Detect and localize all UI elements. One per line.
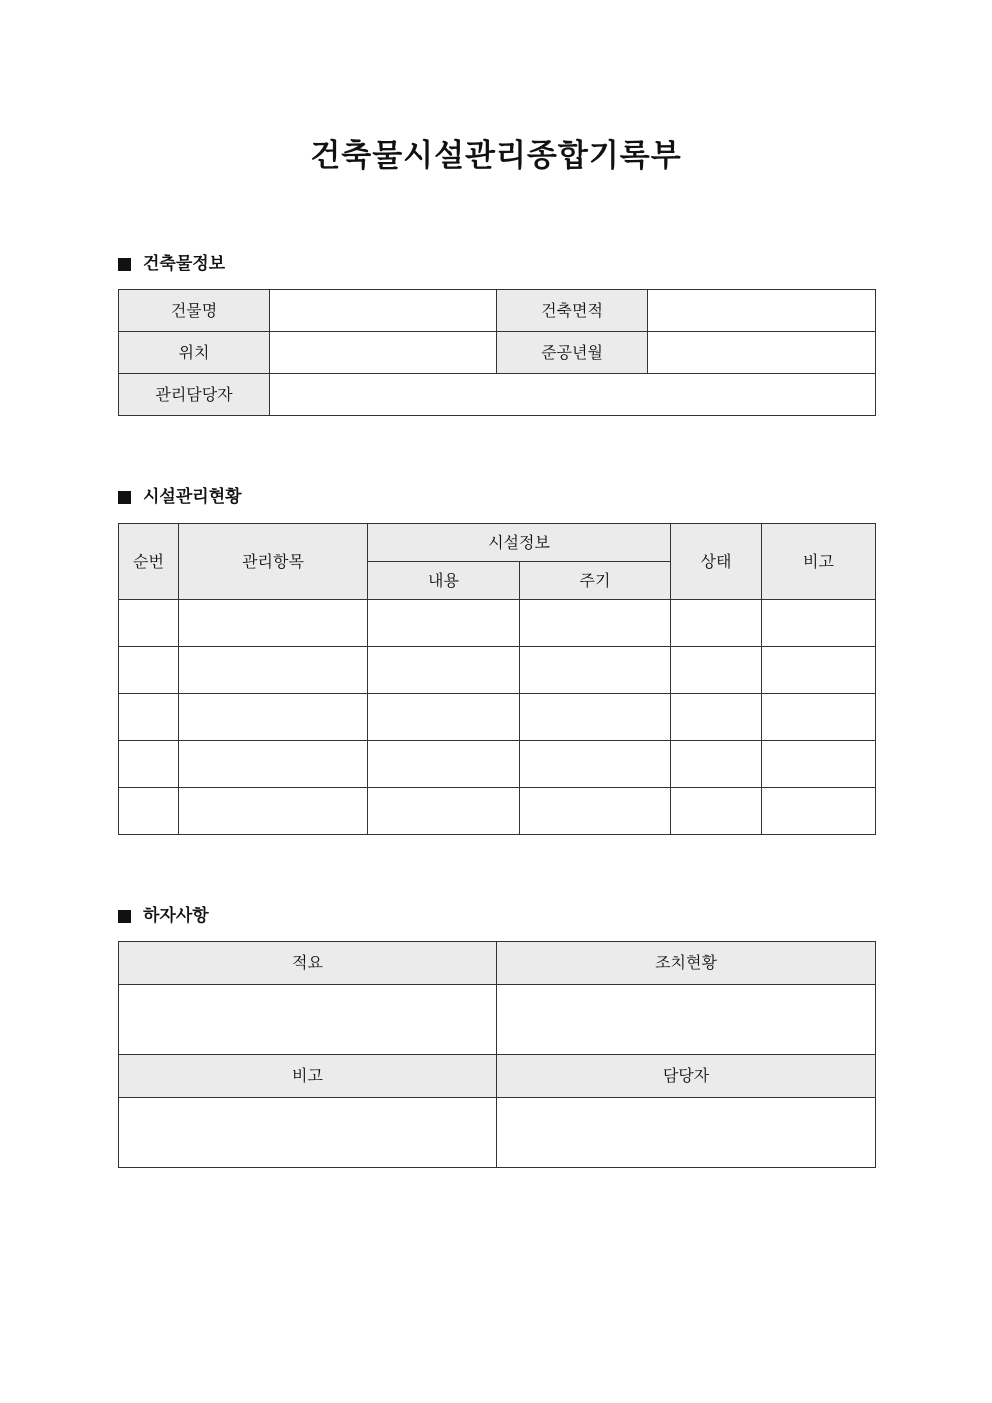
- field-person-in-charge[interactable]: [497, 1098, 876, 1168]
- cell-item[interactable]: [179, 600, 368, 647]
- column-header-item: 관리항목: [179, 524, 368, 600]
- field-floor-area[interactable]: [648, 290, 876, 332]
- section-heading-facility-status: [118, 484, 242, 510]
- cell-content[interactable]: [368, 694, 520, 741]
- square-bullet-icon: [118, 910, 131, 923]
- cell-seq[interactable]: [119, 694, 179, 741]
- cell-seq[interactable]: [119, 788, 179, 835]
- field-manager[interactable]: [270, 374, 876, 416]
- column-header-content: 내용: [368, 562, 520, 600]
- table-row: [119, 1098, 876, 1168]
- square-bullet-icon: [118, 258, 131, 271]
- label-manager: 관리담당자: [119, 374, 270, 416]
- building-info-table: [118, 289, 876, 416]
- cell-remarks[interactable]: [762, 647, 876, 694]
- table-row: [119, 374, 876, 416]
- cell-remarks[interactable]: [762, 600, 876, 647]
- column-header-facility-info: 시설정보: [368, 524, 671, 562]
- cell-item[interactable]: [179, 741, 368, 788]
- cell-item[interactable]: [179, 647, 368, 694]
- cell-seq[interactable]: [119, 647, 179, 694]
- label-completion-date: 준공년월: [497, 332, 648, 374]
- table-row: [119, 741, 876, 788]
- cell-content[interactable]: [368, 600, 520, 647]
- cell-state[interactable]: [671, 788, 762, 835]
- table-row: [119, 788, 876, 835]
- cell-content[interactable]: [368, 741, 520, 788]
- label-floor-area: 건축면적: [497, 290, 648, 332]
- cell-state[interactable]: [671, 741, 762, 788]
- table-row: [119, 332, 876, 374]
- field-remarks[interactable]: [119, 1098, 497, 1168]
- column-header-remarks: 비고: [762, 524, 876, 600]
- cell-cycle[interactable]: [520, 647, 671, 694]
- table-row: [119, 985, 876, 1055]
- label-remarks: 비고: [119, 1055, 497, 1098]
- label-location: 위치: [119, 332, 270, 374]
- cell-item[interactable]: [179, 788, 368, 835]
- table-row: [119, 600, 876, 647]
- cell-remarks[interactable]: [762, 788, 876, 835]
- field-building-name[interactable]: [270, 290, 497, 332]
- facility-status-table: [118, 523, 876, 835]
- cell-seq[interactable]: [119, 741, 179, 788]
- section-heading-building-info: [118, 251, 225, 277]
- cell-content[interactable]: [368, 647, 520, 694]
- square-bullet-icon: [118, 491, 131, 504]
- label-building-name: 건물명: [119, 290, 270, 332]
- cell-seq[interactable]: [119, 600, 179, 647]
- cell-cycle[interactable]: [520, 741, 671, 788]
- table-header-row: [119, 1055, 876, 1098]
- cell-cycle[interactable]: [520, 600, 671, 647]
- cell-state[interactable]: [671, 600, 762, 647]
- field-location[interactable]: [270, 332, 497, 374]
- field-summary[interactable]: [119, 985, 497, 1055]
- cell-state[interactable]: [671, 647, 762, 694]
- table-row: [119, 694, 876, 741]
- table-row: [119, 647, 876, 694]
- label-action-status: 조치현황: [497, 942, 876, 985]
- section-heading-label: 하자사항: [143, 906, 209, 926]
- table-row: [119, 290, 876, 332]
- column-header-cycle: 주기: [520, 562, 671, 600]
- column-header-state: 상태: [671, 524, 762, 600]
- section-heading-defects: [118, 903, 209, 929]
- cell-remarks[interactable]: [762, 694, 876, 741]
- cell-item[interactable]: [179, 694, 368, 741]
- column-header-seq: 순번: [119, 524, 179, 600]
- cell-remarks[interactable]: [762, 741, 876, 788]
- field-action-status[interactable]: [497, 985, 876, 1055]
- field-completion-date[interactable]: [648, 332, 876, 374]
- section-heading-label: 시설관리현황: [143, 487, 242, 507]
- cell-cycle[interactable]: [520, 694, 671, 741]
- section-heading-label: 건축물정보: [143, 254, 226, 274]
- defects-table: [118, 941, 876, 1168]
- document-title: 건축물시설관리종합기록부: [310, 138, 682, 174]
- cell-cycle[interactable]: [520, 788, 671, 835]
- cell-state[interactable]: [671, 694, 762, 741]
- label-summary: 적요: [119, 942, 497, 985]
- table-header-row: [119, 942, 876, 985]
- cell-content[interactable]: [368, 788, 520, 835]
- table-header-row: [119, 524, 876, 562]
- label-person-in-charge: 담당자: [497, 1055, 876, 1098]
